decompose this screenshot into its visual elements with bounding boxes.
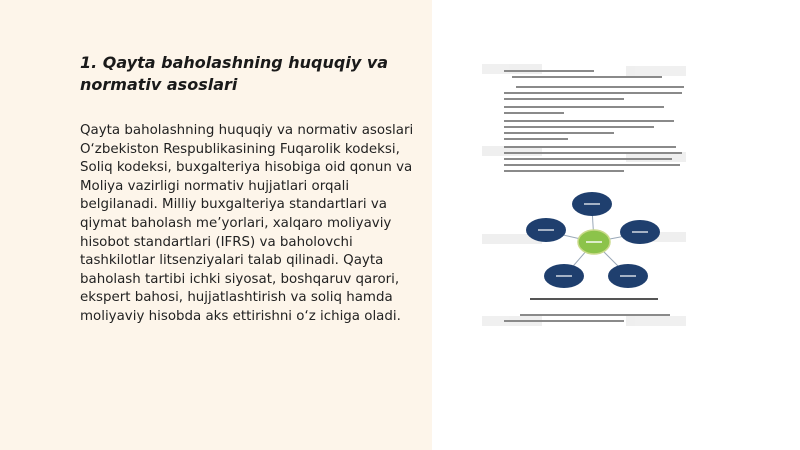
scanned-document-diagram-icon [476, 54, 704, 400]
slide-body-text: Qayta baholashning huquqiy va normativ asoslari O‘zbekiston Respublikasining Fuqarolik kodeksi, Soliq kodeksi, buxgalteriya hisobiga oid qonun va Moliya vazirligi normativ hujjatlari orqali belgilanadi. Milliy buxgalteriya standartlari va qiymat baholash me’yorlari, xalqaro moliyaviy hisobot standartlari (IFRS) va baholovchi tashkilotlar litsenziyalari talab qilinadi. Qayta baholash tartibi ichki siyosat, boshqaruv qarori, ekspert bahosi, hujjatlashtirish va soliq hamda moliyaviy hisobda aks ettirishni o‘z ichiga oladi. [80, 123, 414, 324]
document-image [476, 54, 704, 400]
slide-title: 1. Qayta baholashning huquqiy va normativ asoslari [80, 53, 389, 94]
